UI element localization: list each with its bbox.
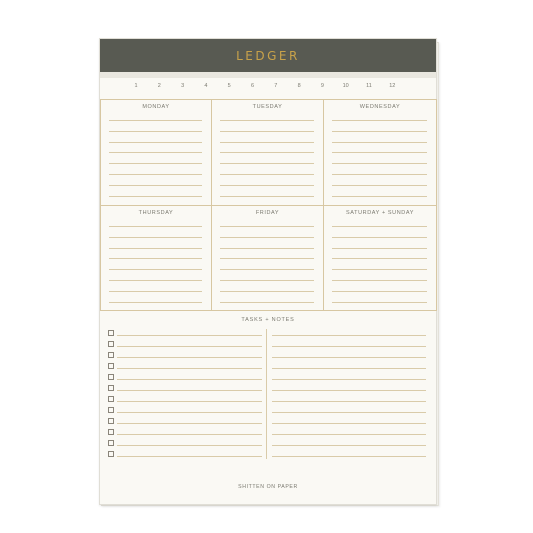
writing-line — [332, 142, 427, 143]
writing-line — [332, 174, 427, 175]
header-binding-strip — [100, 72, 436, 78]
hour-label: 10 — [342, 83, 349, 89]
day-label: TUESDAY — [252, 104, 283, 110]
writing-line — [332, 120, 427, 121]
writing-line — [109, 280, 202, 281]
day-label: THURSDAY — [138, 210, 174, 216]
writing-line — [220, 185, 314, 186]
writing-line — [109, 269, 202, 270]
notes-line — [272, 390, 426, 391]
writing-line — [109, 226, 202, 227]
writing-line — [220, 131, 314, 132]
writing-line — [332, 248, 427, 249]
hour-label: 12 — [389, 83, 396, 89]
writing-line — [332, 185, 427, 186]
writing-line — [220, 280, 314, 281]
notes-line — [272, 456, 426, 457]
writing-line — [109, 131, 202, 132]
writing-line — [109, 196, 202, 197]
task-line — [117, 379, 262, 380]
task-checkbox[interactable] — [108, 396, 114, 402]
task-checkbox[interactable] — [108, 440, 114, 446]
day-label: SATURDAY + SUNDAY — [345, 210, 414, 216]
notes-line — [272, 368, 426, 369]
writing-line — [220, 269, 314, 270]
task-line — [117, 335, 262, 336]
task-checkbox[interactable] — [108, 407, 114, 413]
writing-line — [109, 163, 202, 164]
task-line — [117, 368, 262, 369]
hour-label: 8 — [297, 83, 301, 89]
task-line — [117, 423, 262, 424]
day-label: MONDAY — [142, 104, 170, 110]
hours-row — [100, 81, 436, 95]
writing-line — [332, 291, 427, 292]
hour-label: 2 — [157, 83, 161, 89]
task-line — [117, 346, 262, 347]
hour-label: 3 — [181, 83, 185, 89]
task-line — [117, 401, 262, 402]
header-band — [100, 39, 436, 72]
writing-line — [220, 291, 314, 292]
writing-line — [220, 196, 314, 197]
writing-line — [332, 131, 427, 132]
day-box — [100, 99, 212, 206]
writing-line — [109, 237, 202, 238]
notes-line — [272, 401, 426, 402]
writing-line — [220, 163, 314, 164]
day-box — [100, 205, 212, 311]
task-line — [117, 434, 262, 435]
notes-line — [272, 335, 426, 336]
task-line — [117, 456, 262, 457]
task-checkbox[interactable] — [108, 363, 114, 369]
hour-label: 6 — [250, 83, 255, 89]
task-checkbox[interactable] — [108, 352, 114, 358]
writing-line — [220, 248, 314, 249]
hour-label: 4 — [204, 83, 208, 89]
task-line — [117, 390, 262, 391]
writing-line — [332, 258, 427, 259]
tasks-notes-divider — [266, 329, 267, 459]
writing-line — [220, 120, 314, 121]
writing-line — [220, 142, 314, 143]
writing-line — [332, 163, 427, 164]
notes-line — [272, 412, 426, 413]
brand-footer: SHITTEN ON PAPER — [238, 484, 298, 490]
writing-line — [332, 152, 427, 153]
hour-label: 11 — [366, 83, 372, 89]
task-checkbox[interactable] — [108, 374, 114, 380]
writing-line — [109, 258, 202, 259]
writing-line — [332, 280, 427, 281]
writing-line — [220, 226, 314, 227]
hour-label: 1 — [134, 83, 138, 89]
writing-line — [332, 226, 427, 227]
day-box — [211, 99, 324, 206]
hour-label: 7 — [274, 83, 278, 89]
writing-line — [109, 185, 202, 186]
day-label: FRIDAY — [255, 210, 280, 216]
writing-line — [109, 248, 202, 249]
notes-line — [272, 434, 426, 435]
writing-line — [220, 258, 314, 259]
writing-line — [220, 302, 314, 303]
writing-line — [109, 291, 202, 292]
page-title: LEDGER — [236, 48, 300, 63]
notes-line — [272, 379, 426, 380]
hour-label: 9 — [320, 83, 324, 89]
task-checkbox[interactable] — [108, 429, 114, 435]
writing-line — [332, 269, 427, 270]
notes-line — [272, 445, 426, 446]
day-box — [323, 99, 437, 206]
hour-label: 5 — [227, 83, 231, 89]
day-label: WEDNESDAY — [359, 104, 401, 110]
writing-line — [332, 237, 427, 238]
writing-line — [220, 174, 314, 175]
task-checkbox[interactable] — [108, 330, 114, 336]
writing-line — [109, 142, 202, 143]
writing-line — [109, 302, 202, 303]
writing-line — [332, 302, 427, 303]
tasks-notes-label: TASKS + NOTES — [241, 317, 295, 323]
ledger-notepad — [99, 38, 437, 505]
notes-line — [272, 357, 426, 358]
task-line — [117, 445, 262, 446]
task-checkbox[interactable] — [108, 451, 114, 457]
day-box — [323, 205, 437, 311]
task-line — [117, 357, 262, 358]
writing-line — [220, 152, 314, 153]
task-checkbox[interactable] — [108, 341, 114, 347]
writing-line — [332, 196, 427, 197]
task-checkbox[interactable] — [108, 385, 114, 391]
notes-line — [272, 346, 426, 347]
task-line — [117, 412, 262, 413]
notes-line — [272, 423, 426, 424]
writing-line — [109, 120, 202, 121]
writing-line — [109, 152, 202, 153]
writing-line — [109, 174, 202, 175]
task-checkbox[interactable] — [108, 418, 114, 424]
writing-line — [220, 237, 314, 238]
day-box — [211, 205, 324, 311]
